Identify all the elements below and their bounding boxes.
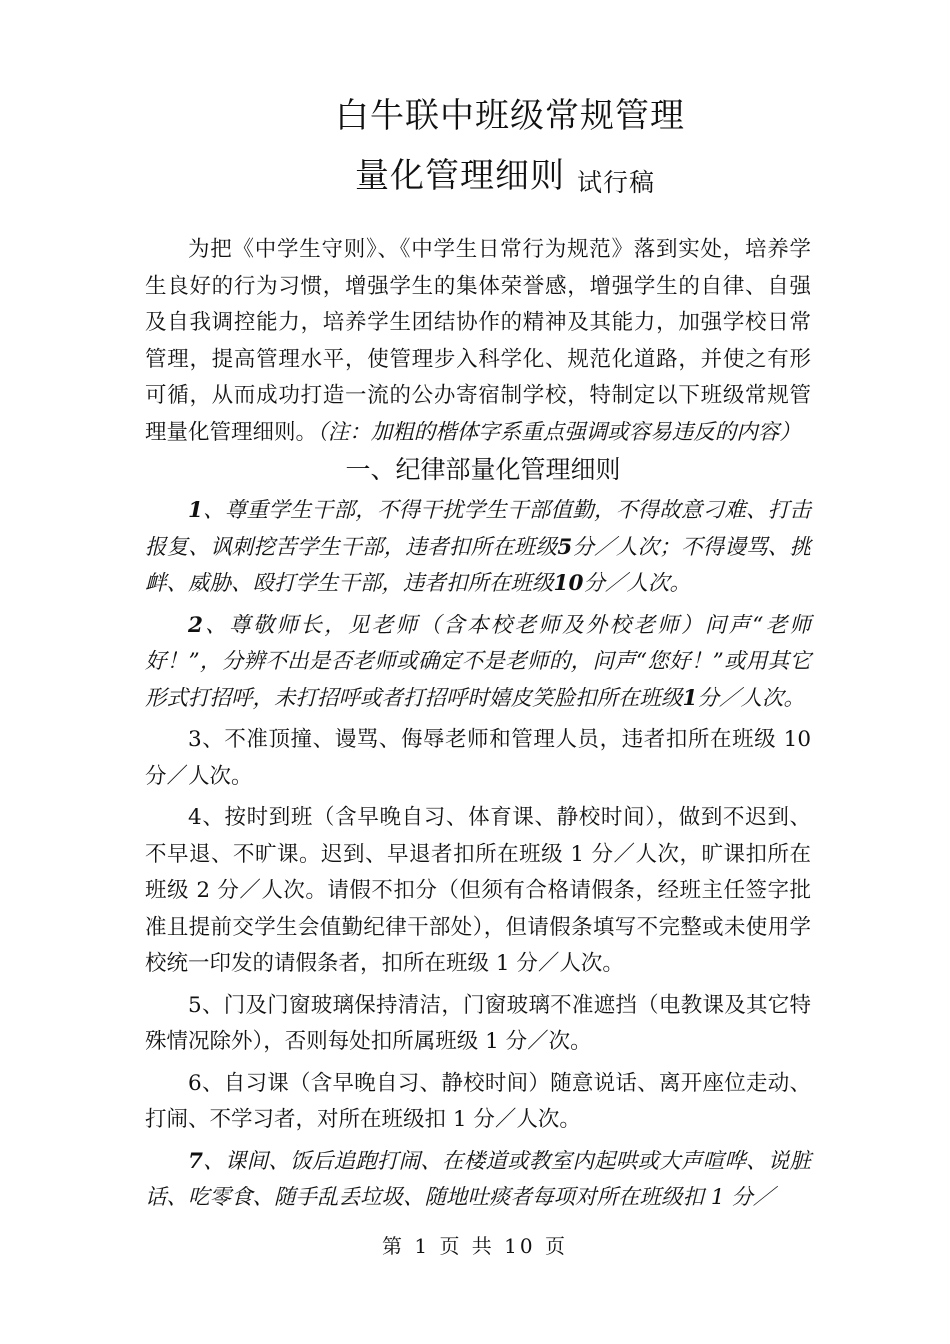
document-title-main: 量化管理细则 xyxy=(354,156,565,196)
rule-text: 分／人次。 xyxy=(583,571,691,596)
rule-item-7 xyxy=(145,1144,811,1217)
rule-item-1 xyxy=(145,493,811,603)
rule-item-3: 3、不准顶撞、谩骂、侮辱老师和管理人员，违者扣所在班级 10 分／人次。 xyxy=(145,727,811,789)
rule-text: 、尊敬师长，见老师（含本校老师及外校老师）问声“老师好！”，分辨不出是否老师或确定不是老师的，问声“您好！”或用其它形式打招呼，未打招呼或者打招呼时嬉皮笑脸扣所在班级 xyxy=(145,612,811,711)
document-title-line2 xyxy=(0,152,950,203)
rule-item-2 xyxy=(145,608,811,718)
rule-text: 分／人次；不得谩骂、挑衅、威胁、殴打学生干部，违者扣所在班级 xyxy=(145,534,811,596)
page-footer: 第 1 页 共 10 页 xyxy=(382,1234,568,1258)
rule-points: 5 xyxy=(557,534,573,560)
rule-number: 1 xyxy=(188,498,203,523)
intro-text: 为把《中学生守则》、《中学生日常行为规范》落到实处，培养学生良好的行为习惯，增强学生的集体荣誉感，增强学生的自律、自强及自我调控能力，培养学生团结协作的精神及其能力，加强学校日常管理，提高管理水平，使管理步入科学化、规范化道路，并使之有形可循，从而成功打造一流的公办寄宿制学校，特制定以下班级常规管理量化管理细则。 xyxy=(145,237,811,445)
section-heading: 一、纪律部量化管理细则 xyxy=(345,455,621,484)
rule-points: 10 xyxy=(553,571,584,596)
document-body xyxy=(145,232,811,1222)
rule-number: 2 xyxy=(188,612,203,638)
rule-item-6: 6、自习课（含早晚自习、静校时间）随意说话、离开座位走动、打闹、不学习者，对所在班级扣 1 分／人次。 xyxy=(145,1070,811,1132)
rule-text: 、课间、饭后追跑打闹、在楼道或教室内起哄或大声喧哗、说脏话、吃零食、随手乱丢垃圾、随地吐痰者每项对所在班级扣 1 分／ xyxy=(145,1148,811,1210)
intro-note: （注：加粗的楷体字系重点强调或容易违反的内容） xyxy=(317,419,801,445)
rule-number: 7 xyxy=(188,1148,203,1174)
document-title-line1: 白牛联中班级常规管理 xyxy=(335,96,685,136)
rule-points: 1 xyxy=(682,685,698,711)
intro-paragraph xyxy=(145,232,811,451)
rule-text: 分／人次。 xyxy=(697,685,805,711)
rule-item-5: 5、门及门窗玻璃保持清洁，门窗玻璃不准遮挡（电教课及其它特殊情况除外），否则每处扣所属班级 1 分／次。 xyxy=(145,992,811,1054)
rule-text: 、尊重学生干部，不得干扰学生干部值勤，不得故意刁难、打击报复、讽刺挖苦学生干部，违者扣所在班级 xyxy=(145,498,811,560)
document-title-suffix: 试行稿 xyxy=(576,168,655,197)
rule-item-4: 4、按时到班（含早晚自习、体育课、静校时间），做到不迟到、不早退、不旷课。迟到、早退者扣所在班级 1 分／人次，旷课扣所在班级 2 分／人次。请假不扣分（但须有合格请假条，经班主任签字批准且提前交学生会值勤纪律干部处），但请假条填写不完整或未使用学校统一印发的请假条者，扣所在班级 1 分／人次。 xyxy=(145,805,811,976)
